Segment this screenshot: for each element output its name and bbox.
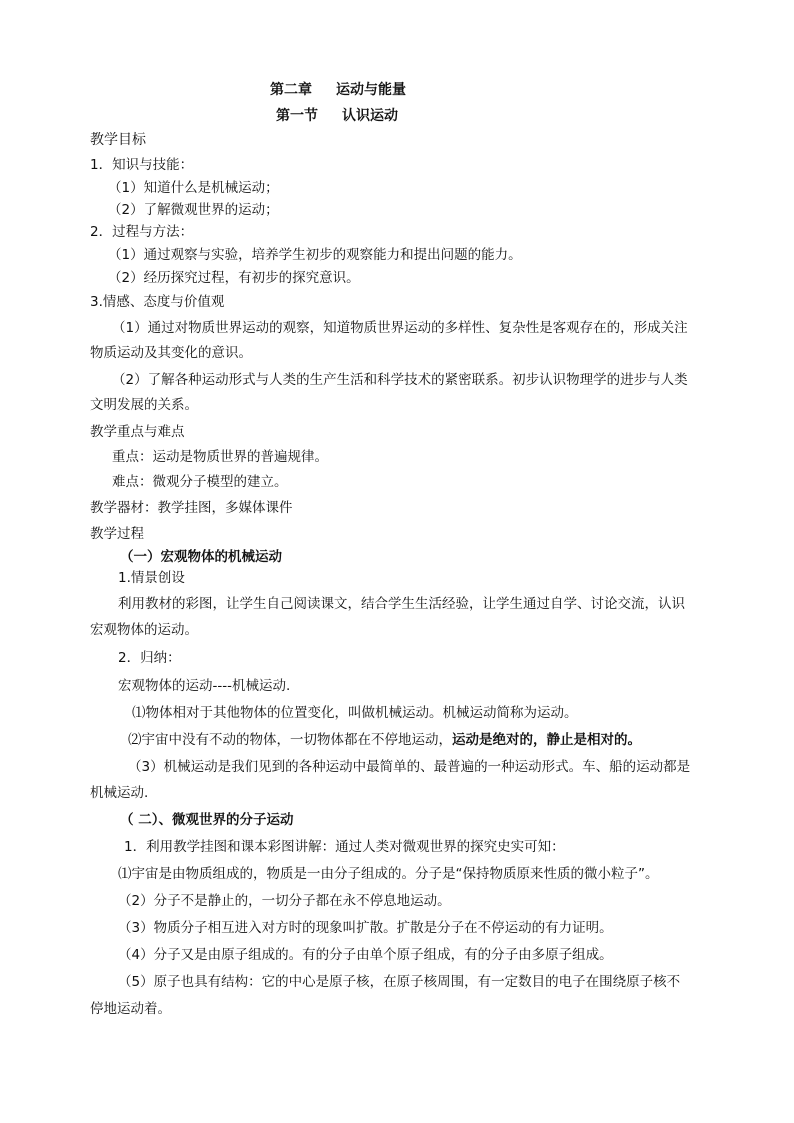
chapter-title xyxy=(270,80,406,100)
goal-2-point-2: （2）经历探究过程，有初步的探究意识。 xyxy=(108,270,360,286)
part1-step2-intro: 宏观物体的运动----机械运动. xyxy=(118,678,291,694)
part2-point-1: ⑴宇宙是由物质组成的，物质是一由分子组成的。分子是“保持物质原来性质的微小粒子”。 xyxy=(118,866,659,882)
goal-3-p2-line2: 文明发展的关系。 xyxy=(90,397,198,413)
part1-summary-2-bold: 运动是绝对的，静止是相对的。 xyxy=(452,732,641,748)
part1-summary-3-line2: 机械运动. xyxy=(90,785,149,801)
goal-3-title: 3.情感、态度与价值观 xyxy=(90,294,225,310)
part2-point-4: （4）分子又是由原子组成的。有的分子由单个原子组成，有的分子由多原子组成。 xyxy=(118,947,613,963)
part2-point-5-line1: （5）原子也具有结构：它的中心是原子核，在原子核周围，有一定数目的电子在围绕原子核不 xyxy=(118,974,681,990)
part1-step2: 2．归纳： xyxy=(118,650,181,666)
part2-step1: 1．利用教学挂图和课本彩图讲解：通过人类对微观世界的探究史实可知： xyxy=(124,839,565,855)
goal-2-title: 2．过程与方法： xyxy=(90,224,194,240)
chapter-label: 第二章 xyxy=(270,82,312,98)
part1-summary-1: ⑴物体相对于其他物体的位置变化，叫做机械运动。机械运动简称为运动。 xyxy=(132,705,578,721)
section-label: 第一节 xyxy=(276,108,318,124)
part1-summary-2-normal: ⑵宇宙中没有不动的物体，一切物体都在不停地运动， xyxy=(128,732,452,748)
key-points-heading: 教学重点与难点 xyxy=(90,424,185,440)
key-point-difficulty: 难点：微观分子模型的建立。 xyxy=(112,474,288,490)
goal-2-point-1: （1）通过观察与实验，培养学生初步的观察能力和提出问题的能力。 xyxy=(108,247,522,263)
part2-point-5-line2: 停地运动着。 xyxy=(90,1001,171,1017)
goal-3-p1-line2: 物质运动及其变化的意识。 xyxy=(90,345,252,361)
goals-heading: 教学目标 xyxy=(90,132,146,148)
part2-point-3: （3）物质分子相互进入对方时的现象叫扩散。扩散是分子在不停运动的有力证明。 xyxy=(118,920,613,936)
chapter-name: 运动与能量 xyxy=(336,82,406,98)
part2-point-2: （2）分子不是静止的，一切分子都在永不停息地运动。 xyxy=(118,893,451,909)
goal-1-point-1: （1）知道什么是机械运动； xyxy=(108,180,279,196)
section-title xyxy=(276,106,398,126)
goal-3-p1-line1: （1）通过对物质世界运动的观察，知道物质世界运动的多样性、复杂性是客观存在的，形成关注 xyxy=(112,320,688,336)
part2-title: （ 二）、微观世界的分子运动 xyxy=(120,812,294,828)
section-name: 认识运动 xyxy=(342,108,398,124)
key-point-focus: 重点：运动是物质世界的普遍规律。 xyxy=(112,449,328,465)
part1-step1-line1: 利用教材的彩图，让学生自己阅读课文，结合学生生活经验，让学生通过自学、讨论交流，认识 xyxy=(118,596,685,612)
part1-title: （一）宏观物体的机械运动 xyxy=(120,549,282,565)
part1-summary-2 xyxy=(128,730,641,750)
part1-step1: 1.情景创设 xyxy=(118,570,185,586)
goal-1-title: 1．知识与技能： xyxy=(90,157,194,173)
process-heading: 教学过程 xyxy=(90,526,144,542)
equipment-line: 教学器材：教学挂图，多媒体课件 xyxy=(90,500,293,516)
goal-1-point-2: （2）了解微观世界的运动； xyxy=(108,202,279,218)
part1-summary-3-line1: （3）机械运动是我们见到的各种运动中最简单的、最普遍的一种运动形式。车、船的运动都是 xyxy=(128,759,691,775)
part1-step1-line2: 宏观物体的运动。 xyxy=(90,622,198,638)
goal-3-p2-line1: （2）了解各种运动形式与人类的生产生活和科学技术的紧密联系。初步认识物理学的进步与人类 xyxy=(112,372,688,388)
